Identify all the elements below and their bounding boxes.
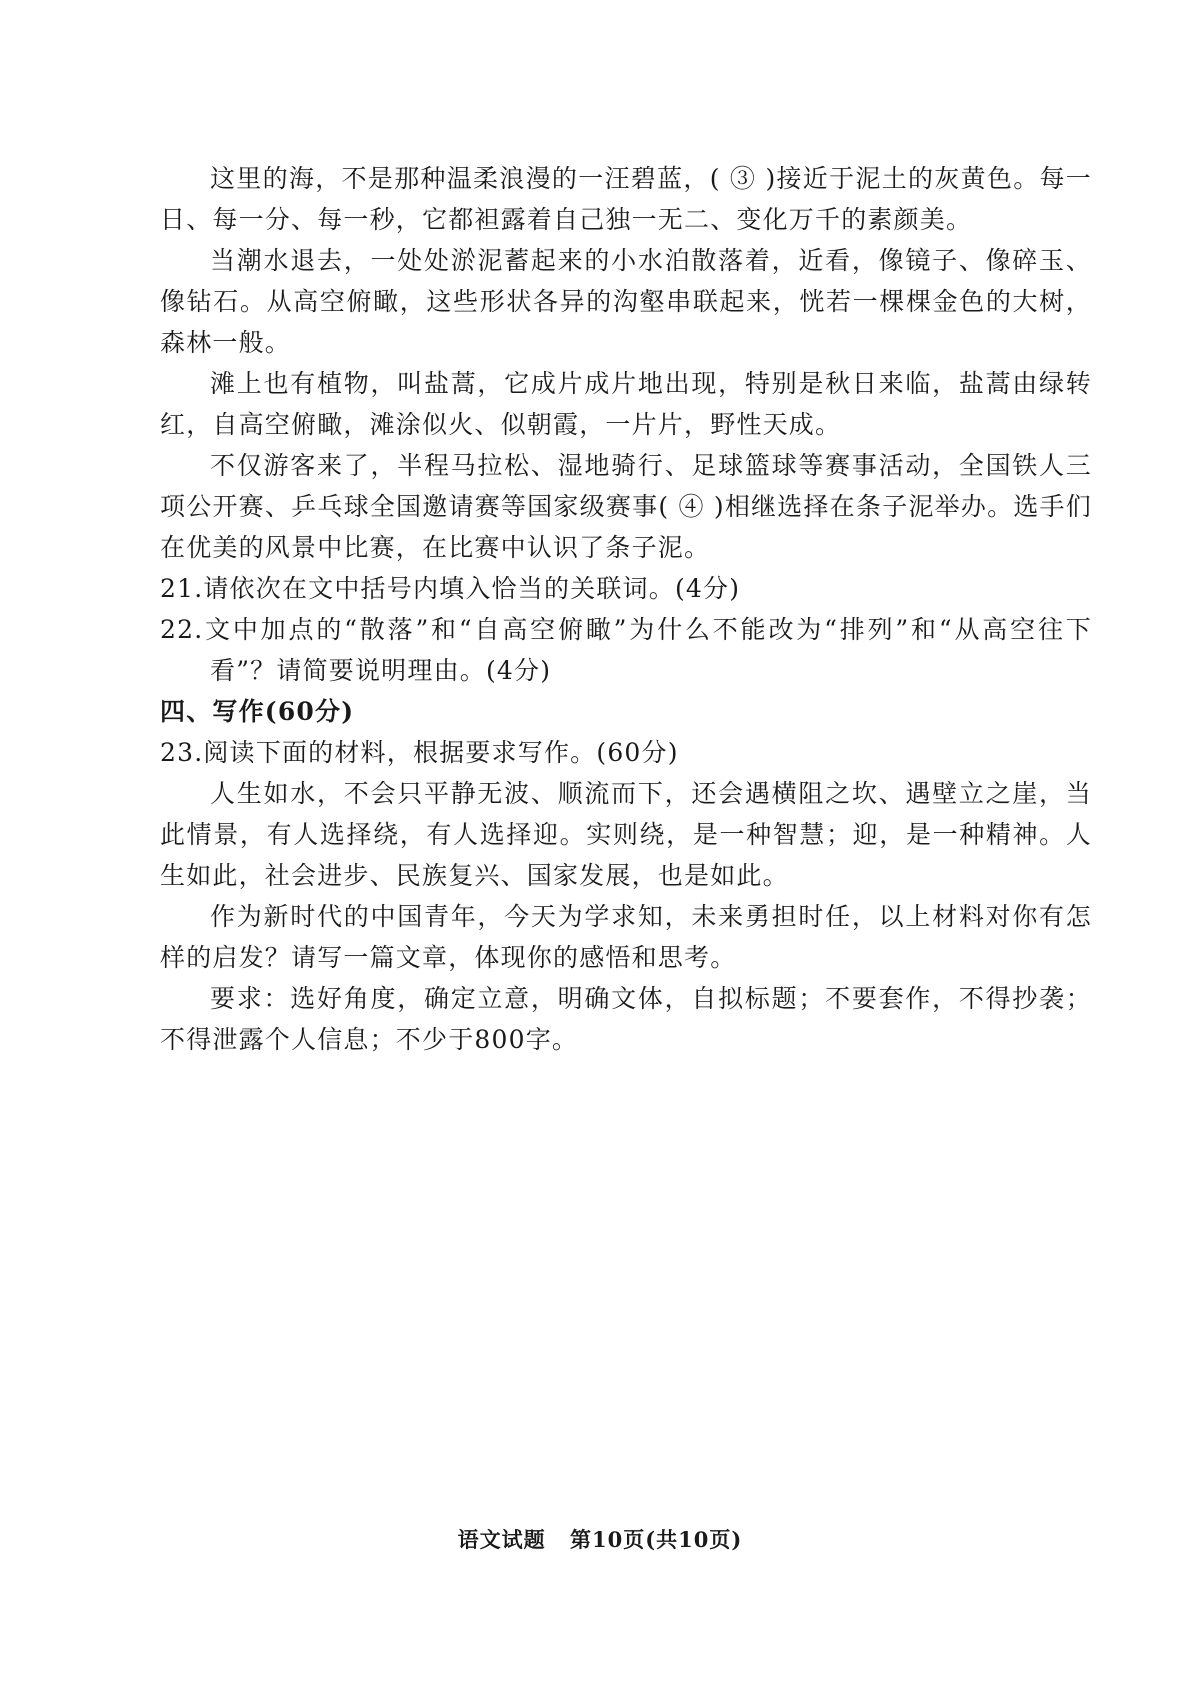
footer-page-number: 第10页(共10页) [569,1527,743,1552]
section-title-writing: 四、写作(60分) [160,697,355,726]
reading-paragraph-4: 不仅游客来了，半程马拉松、湿地骑行、足球篮球等赛事活动，全国铁人三项公开赛、乒乓球全国邀请赛等国家级赛事( ④ )相继选择在条子泥举办。选手们在优美的风景中比赛，在比赛中认识了条子泥。 [160,451,1092,562]
writing-requirements: 要求：选好角度，确定立意，明确文体，自拟标题；不要套作，不得抄袭；不得泄露个人信息；不少于800字。 [160,984,1092,1054]
question-21: 21.请依次在文中括号内填入恰当的关联词。(4分) [160,574,741,603]
question-22: 22.文中加点的“散落”和“自高空俯瞰”为什么不能改为“排列”和“从高空往下看”？请简要说明理由。(4分) [160,615,1092,685]
page-footer [0,1524,1200,1554]
writing-material-1: 人生如水，不会只平静无波、顺流而下，还会遇横阻之坎、遇壁立之崖，当此情景，有人选择绕，有人选择迎。实则绕，是一种智慧；迎，是一种精神。人生如此，社会进步、民族复兴、国家发展，也是如此。 [160,779,1092,890]
question-23: 23.阅读下面的材料，根据要求写作。(60分) [160,738,679,767]
reading-paragraph-2: 当潮水退去，一处处淤泥蓄起来的小水泊散落着，近看，像镜子、像碎玉、像钻石。从高空俯瞰，这些形状各异的沟壑串联起来，恍若一棵棵金色的大树，森林一般。 [160,246,1092,357]
footer-subject: 语文试题 [457,1527,546,1552]
writing-material-2: 作为新时代的中国青年，今天为学求知，未来勇担时任，以上材料对你有怎样的启发？请写一篇文章，体现你的感悟和思考。 [160,902,1092,972]
reading-paragraph-1: 这里的海，不是那种温柔浪漫的一汪碧蓝，( ③ )接近于泥土的灰黄色。每一日、每一分、每一秒，它都袒露着自己独一无二、变化万千的素颜美。 [160,164,1092,234]
page-content [160,158,1092,1060]
reading-paragraph-3: 滩上也有植物，叫盐蒿，它成片成片地出现，特别是秋日来临，盐蒿由绿转红，自高空俯瞰，滩涂似火、似朝霞，一片片，野性天成。 [160,369,1092,439]
